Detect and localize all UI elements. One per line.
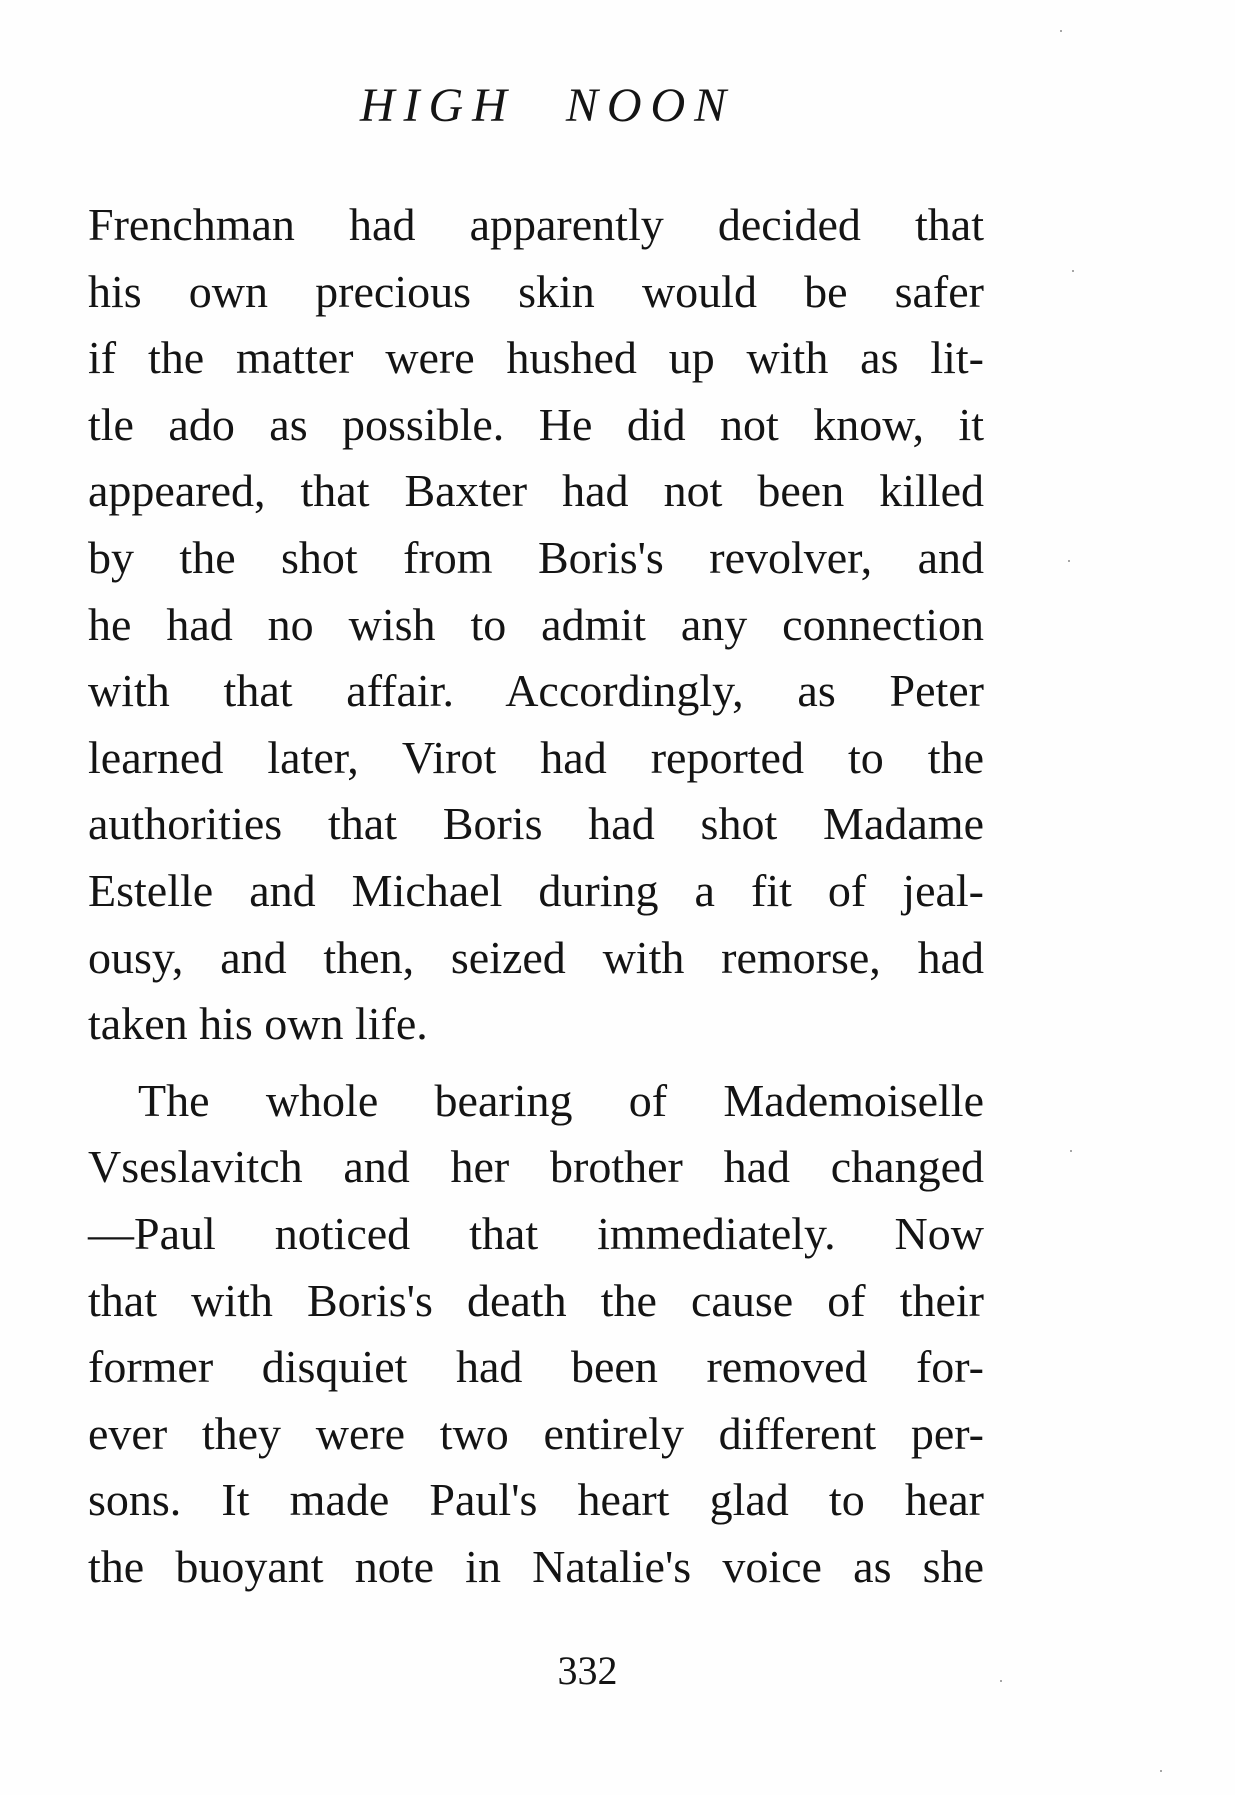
- text-line: authorities that Boris had shot Madame: [88, 798, 984, 850]
- text-line: the buoyant note in Natalie's voice as she: [88, 1540, 984, 1592]
- text-line: Estelle and Michael during a fit of jeal-: [88, 864, 984, 916]
- paragraph-2: [88, 1068, 984, 1601]
- text-line: appeared, that Baxter had not been killed: [88, 465, 984, 517]
- paragraph-gap: [88, 1058, 984, 1068]
- text-line: The whole bearing of Mademoiselle: [138, 1074, 984, 1126]
- running-head: [0, 76, 1165, 136]
- text-line: tle ado as possible. He did not know, it: [88, 398, 984, 450]
- text-line: sons. It made Paul's heart glad to hear: [88, 1474, 984, 1526]
- scan-speck: [1070, 1150, 1072, 1152]
- text-line: by the shot from Boris's revolver, and: [88, 531, 984, 583]
- text-line: Vseslavitch and her brother had changed: [88, 1141, 984, 1193]
- running-head-word-1: HIGH: [359, 79, 516, 132]
- text-line: he had no wish to admit any connection: [88, 598, 984, 650]
- scan-speck: [1072, 270, 1074, 272]
- page-number: 332: [557, 1648, 618, 1693]
- text-line: his own precious skin would be safer: [88, 265, 984, 317]
- text-line: if the matter were hushed up with as lit-: [88, 332, 984, 384]
- scan-speck: [1060, 30, 1062, 32]
- body-text: [88, 192, 984, 1600]
- scan-speck: [1160, 1770, 1162, 1772]
- scan-speck: [1068, 560, 1070, 562]
- text-line: former disquiet had been removed for-: [88, 1341, 984, 1393]
- text-line: —Paul noticed that immediately. Now: [88, 1207, 984, 1259]
- text-line: learned later, Virot had reported to the: [88, 731, 984, 783]
- paragraph-1: [88, 192, 984, 1058]
- text-line: Frenchman had apparently decided that: [88, 199, 984, 250]
- text-line: ousy, and then, seized with remorse, had: [88, 931, 984, 983]
- text-line: with that affair. Accordingly, as Peter: [88, 665, 984, 717]
- text-line: that with Boris's death the cause of their: [88, 1274, 984, 1326]
- text-line: taken his own life.: [88, 998, 428, 1050]
- scan-speck: [1000, 1680, 1002, 1682]
- text-line: ever they were two entirely different per-: [88, 1407, 984, 1459]
- running-head-word-2: NOON: [565, 79, 736, 132]
